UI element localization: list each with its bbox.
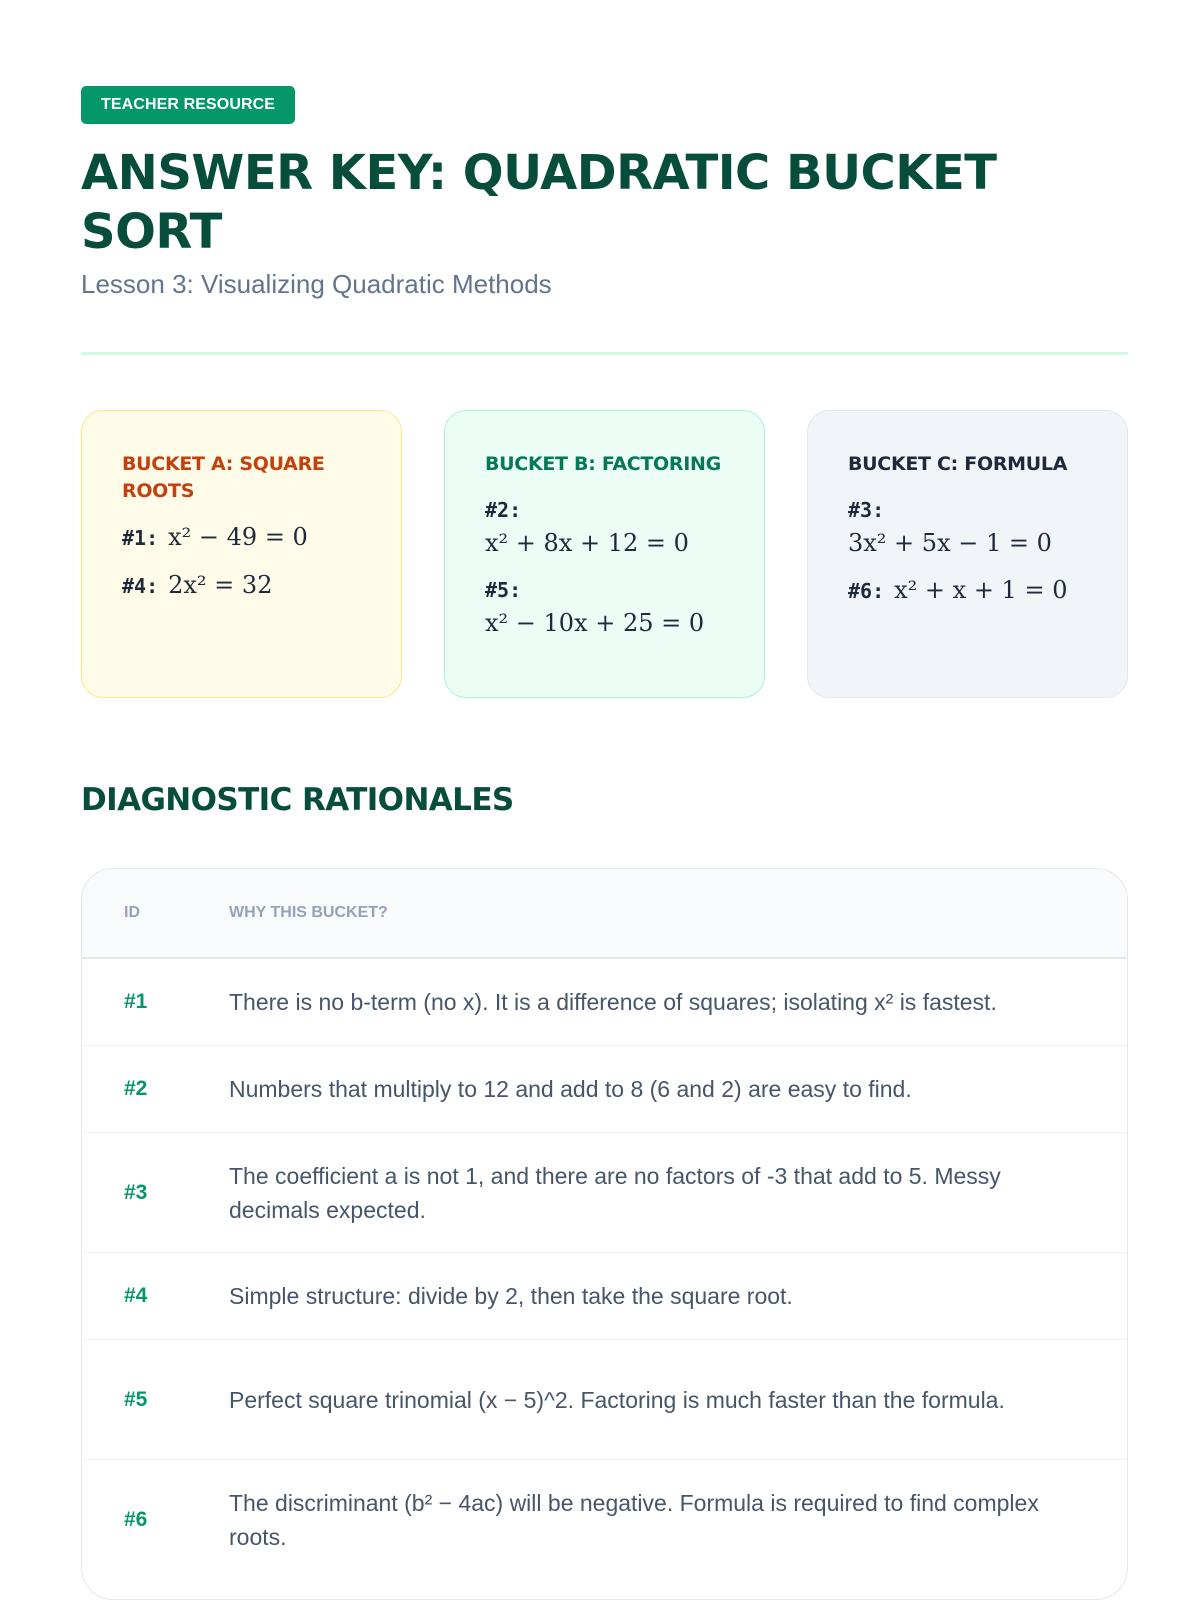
row-id: #4: [124, 1284, 148, 1307]
item-equation: x² − 49 = 0: [168, 523, 308, 551]
item-number: #1:: [122, 526, 159, 550]
rationales-heading: DIAGNOSTIC RATIONALES: [81, 782, 514, 818]
table-row: [82, 1253, 1127, 1340]
answer-key-page: [81, 86, 1128, 1550]
row-id: #2: [124, 1077, 148, 1100]
item-number: #4:: [122, 574, 159, 598]
bucket-item: [485, 494, 724, 560]
bucket-cards: [81, 410, 1128, 698]
item-equation: x² + x + 1 = 0: [894, 576, 1068, 604]
page-title: ANSWER KEY: QUADRATIC BUCKET SORT: [81, 145, 997, 260]
header-divider: [81, 352, 1128, 355]
item-equation: 2x² = 32: [168, 571, 273, 599]
row-rationale: Simple structure: divide by 2, then take the square root.: [229, 1283, 793, 1309]
table-header: [82, 869, 1127, 959]
column-header-why: WHY THIS BUCKET?: [229, 904, 388, 921]
bucket-card-formula: [807, 410, 1128, 698]
bucket-card-square-roots: [81, 410, 402, 698]
teacher-resource-badge: TEACHER RESOURCE: [81, 86, 295, 124]
bucket-item: [122, 569, 361, 603]
item-number: #2:: [485, 498, 522, 522]
bucket-title: BUCKET B: FACTORING: [485, 453, 721, 475]
row-rationale: Perfect square trinomial (x − 5)^2. Factoring is much faster than the formula.: [229, 1386, 1005, 1413]
column-header-id: ID: [124, 904, 140, 921]
row-id: #6: [124, 1508, 148, 1531]
row-rationale: The discriminant (b² − 4ac) will be negative. Formula is required to find complex roots.: [229, 1490, 1039, 1550]
page-subtitle: Lesson 3: Visualizing Quadratic Methods: [81, 269, 552, 299]
table-row: [82, 959, 1127, 1046]
bucket-item: [485, 574, 724, 640]
bucket-item: [848, 494, 1087, 560]
row-id: #3: [124, 1180, 148, 1204]
row-id: #1: [124, 990, 148, 1013]
bucket-card-factoring: [444, 410, 765, 698]
rationales-table: [81, 868, 1128, 1600]
table-row: [82, 1046, 1127, 1133]
row-rationale: The coefficient a is not 1, and there are no factors of -3 that add to 5. Messy decimals expected.: [229, 1162, 1001, 1223]
table-row: [82, 1340, 1127, 1460]
item-equation: x² − 10x + 25 = 0: [485, 609, 705, 637]
item-equation: x² + 8x + 12 = 0: [485, 529, 689, 557]
row-id: #5: [124, 1387, 148, 1411]
item-number: #5:: [485, 578, 522, 602]
table-row: [82, 1460, 1127, 1580]
row-rationale: There is no b-term (no x). It is a difference of squares; isolating x² is fastest.: [229, 989, 997, 1015]
bucket-item: [848, 574, 1087, 608]
item-number: #6:: [848, 579, 885, 603]
bucket-title: BUCKET A: SQUARE ROOTS: [122, 453, 325, 502]
item-number: #3:: [848, 498, 885, 522]
row-rationale: Numbers that multiply to 12 and add to 8 (6 and 2) are easy to find.: [229, 1076, 912, 1102]
bucket-item: [122, 521, 361, 555]
bucket-title: BUCKET C: FORMULA: [848, 453, 1068, 475]
table-row: [82, 1133, 1127, 1253]
item-equation: 3x² + 5x − 1 = 0: [848, 529, 1052, 557]
